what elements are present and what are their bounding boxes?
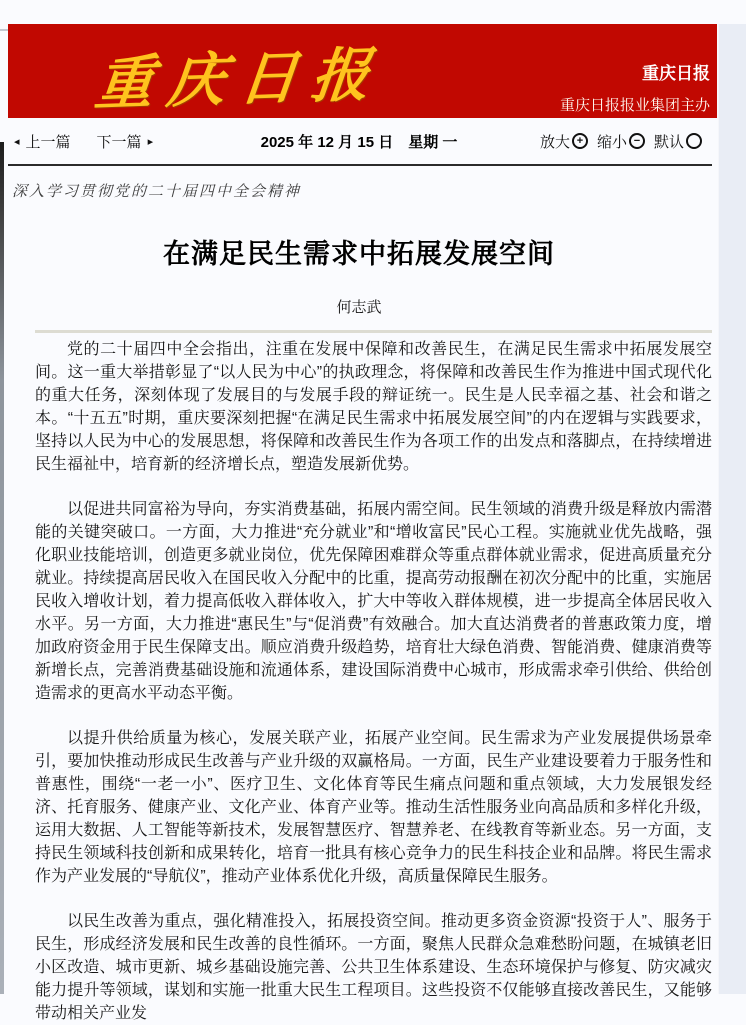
- prev-article-link[interactable]: 上一篇: [25, 133, 71, 151]
- next-arrow-icon: ▸: [147, 135, 154, 148]
- article-title: 在满足民生需求中拓展发展空间: [163, 239, 555, 269]
- article-paragraph: 以促进共同富裕为导向，夯实消费基础，拓展内需空间。民生领域的消费升级是释放内需潜能的关键突破口。一方面，大力推进“充分就业”和“增收富民”民心工程。实施就业优先战略，强化职业技能培训，创造更多就业岗位，优先保障困难群众等重点群体就业需求，促进高质量充分就业。持续提高居民收入在国民收入分配中的比重，提高劳动报酬在初次分配中的比重，实施居民收入增收计划，着力提高低收入群体收入，扩大中等收入群体规模，进一步提高全体居民收入水平。另一方面，大力推进“惠民生”与“促消费”有效融合。加大直达消费者的普惠政策力度，增加政府资金用于民生保障支出。顺应消费升级趋势，培育壮大绿色消费、智能消费、健康消费等新增长点，完善消费基础设施和流通体系，建设国际消费中心城市，形成需求牵引供给、供给创造需求的更高水平动态平衡。: [35, 501, 712, 702]
- date-text: 2025 年 12 月 15 日 星期 一: [260, 133, 458, 151]
- article-paragraph: 以民生改善为重点，强化精准投入，拓展投资空间。推动更多资金资源“投资于人”、服务于民生，形成经济发展和民生改善的良性循环。一方面，聚焦人民群众急难愁盼问题，在城镇老旧小区改造、城市更新、城乡基础设施完善、公共卫生体系建设、生态环境保护与修复、防灾减灾能力提升等领域，谋划和实施一批重大民生工程项目。这些投资不仅能够直接改善民生，又能够带动相关产业发: [35, 913, 712, 1022]
- next-article-link[interactable]: 下一篇: [96, 133, 142, 151]
- zoom-out-button[interactable]: [597, 131, 645, 152]
- zoom-in-button[interactable]: [540, 131, 588, 152]
- scrollbar-track[interactable]: [718, 24, 746, 994]
- site-name-link[interactable]: 重庆日报: [642, 64, 710, 83]
- reset-size-icon: [686, 133, 702, 149]
- newspaper-logo[interactable]: 重庆日报: [91, 39, 387, 118]
- reset-size-label: 默认: [653, 133, 684, 151]
- font-size-controls: [540, 131, 702, 152]
- article-nav-links: [14, 131, 153, 152]
- article-body: [35, 330, 712, 1025]
- zoom-out-icon: −: [629, 133, 645, 149]
- article-author: 何志武: [336, 299, 382, 316]
- zoom-out-label: 缩小: [596, 133, 627, 151]
- article-toolbar: [0, 118, 718, 164]
- article-paragraph: 以提升供给质量为核心，发展关联产业，拓展产业空间。民生需求为产业发展提供场景牵引，要加快推动形成民生改善与产业升级的双赢格局。一方面，民生产业建设要着力于服务性和普惠性，围绕“一老一小”、医疗卫生、文化体育等民生痛点问题和重点领域，大力发展银发经济、托育服务、健康产业、文化产业、体育产业等。推动生活性服务业向高品质和多样化升级，运用大数据、人工智能等新技术，发展智慧医疗、智慧养老、在线教育等新业态。另一方面，支持民生领域科技创新和成果转化，培育一批具有核心竞争力的民生科技企业和品牌。将民生需求作为产业发展的“导航仪”，推动产业体系优化升级，高质量保障民生服务。: [35, 730, 712, 885]
- prev-arrow-icon: ◂: [14, 135, 20, 148]
- article-page: [0, 24, 718, 1025]
- zoom-in-label: 放大: [539, 133, 570, 151]
- organizer-text: 重庆日报报业集团主办: [559, 97, 710, 114]
- article-kicker: 深入学习贯彻党的二十届四中全会精神: [12, 182, 302, 200]
- masthead-banner: [8, 24, 717, 118]
- article-paragraph: 党的二十届四中全会指出，注重在发展中保障和改善民生，在满足民生需求中拓展发展空间。这一重大举措彰显了“以人民为中心”的执政理念，将保障和改善民生作为推进中国式现代化的重大任务，深刻体现了发展目的与发展手段的辩证统一。民生是人民幸福之基、社会和谐之本。“十五五”时期，重庆要深刻把握“在满足民生需求中拓展发展空间”的内在逻辑与实践要求，坚持以人民为中心的发展思想，将保障和改善民生作为各项工作的出发点和落脚点，在持续增进民生福祉中，培育新的经济增长点，塑造发展新优势。: [35, 341, 712, 473]
- zoom-in-icon: +: [572, 133, 588, 149]
- reset-size-button[interactable]: [654, 131, 702, 152]
